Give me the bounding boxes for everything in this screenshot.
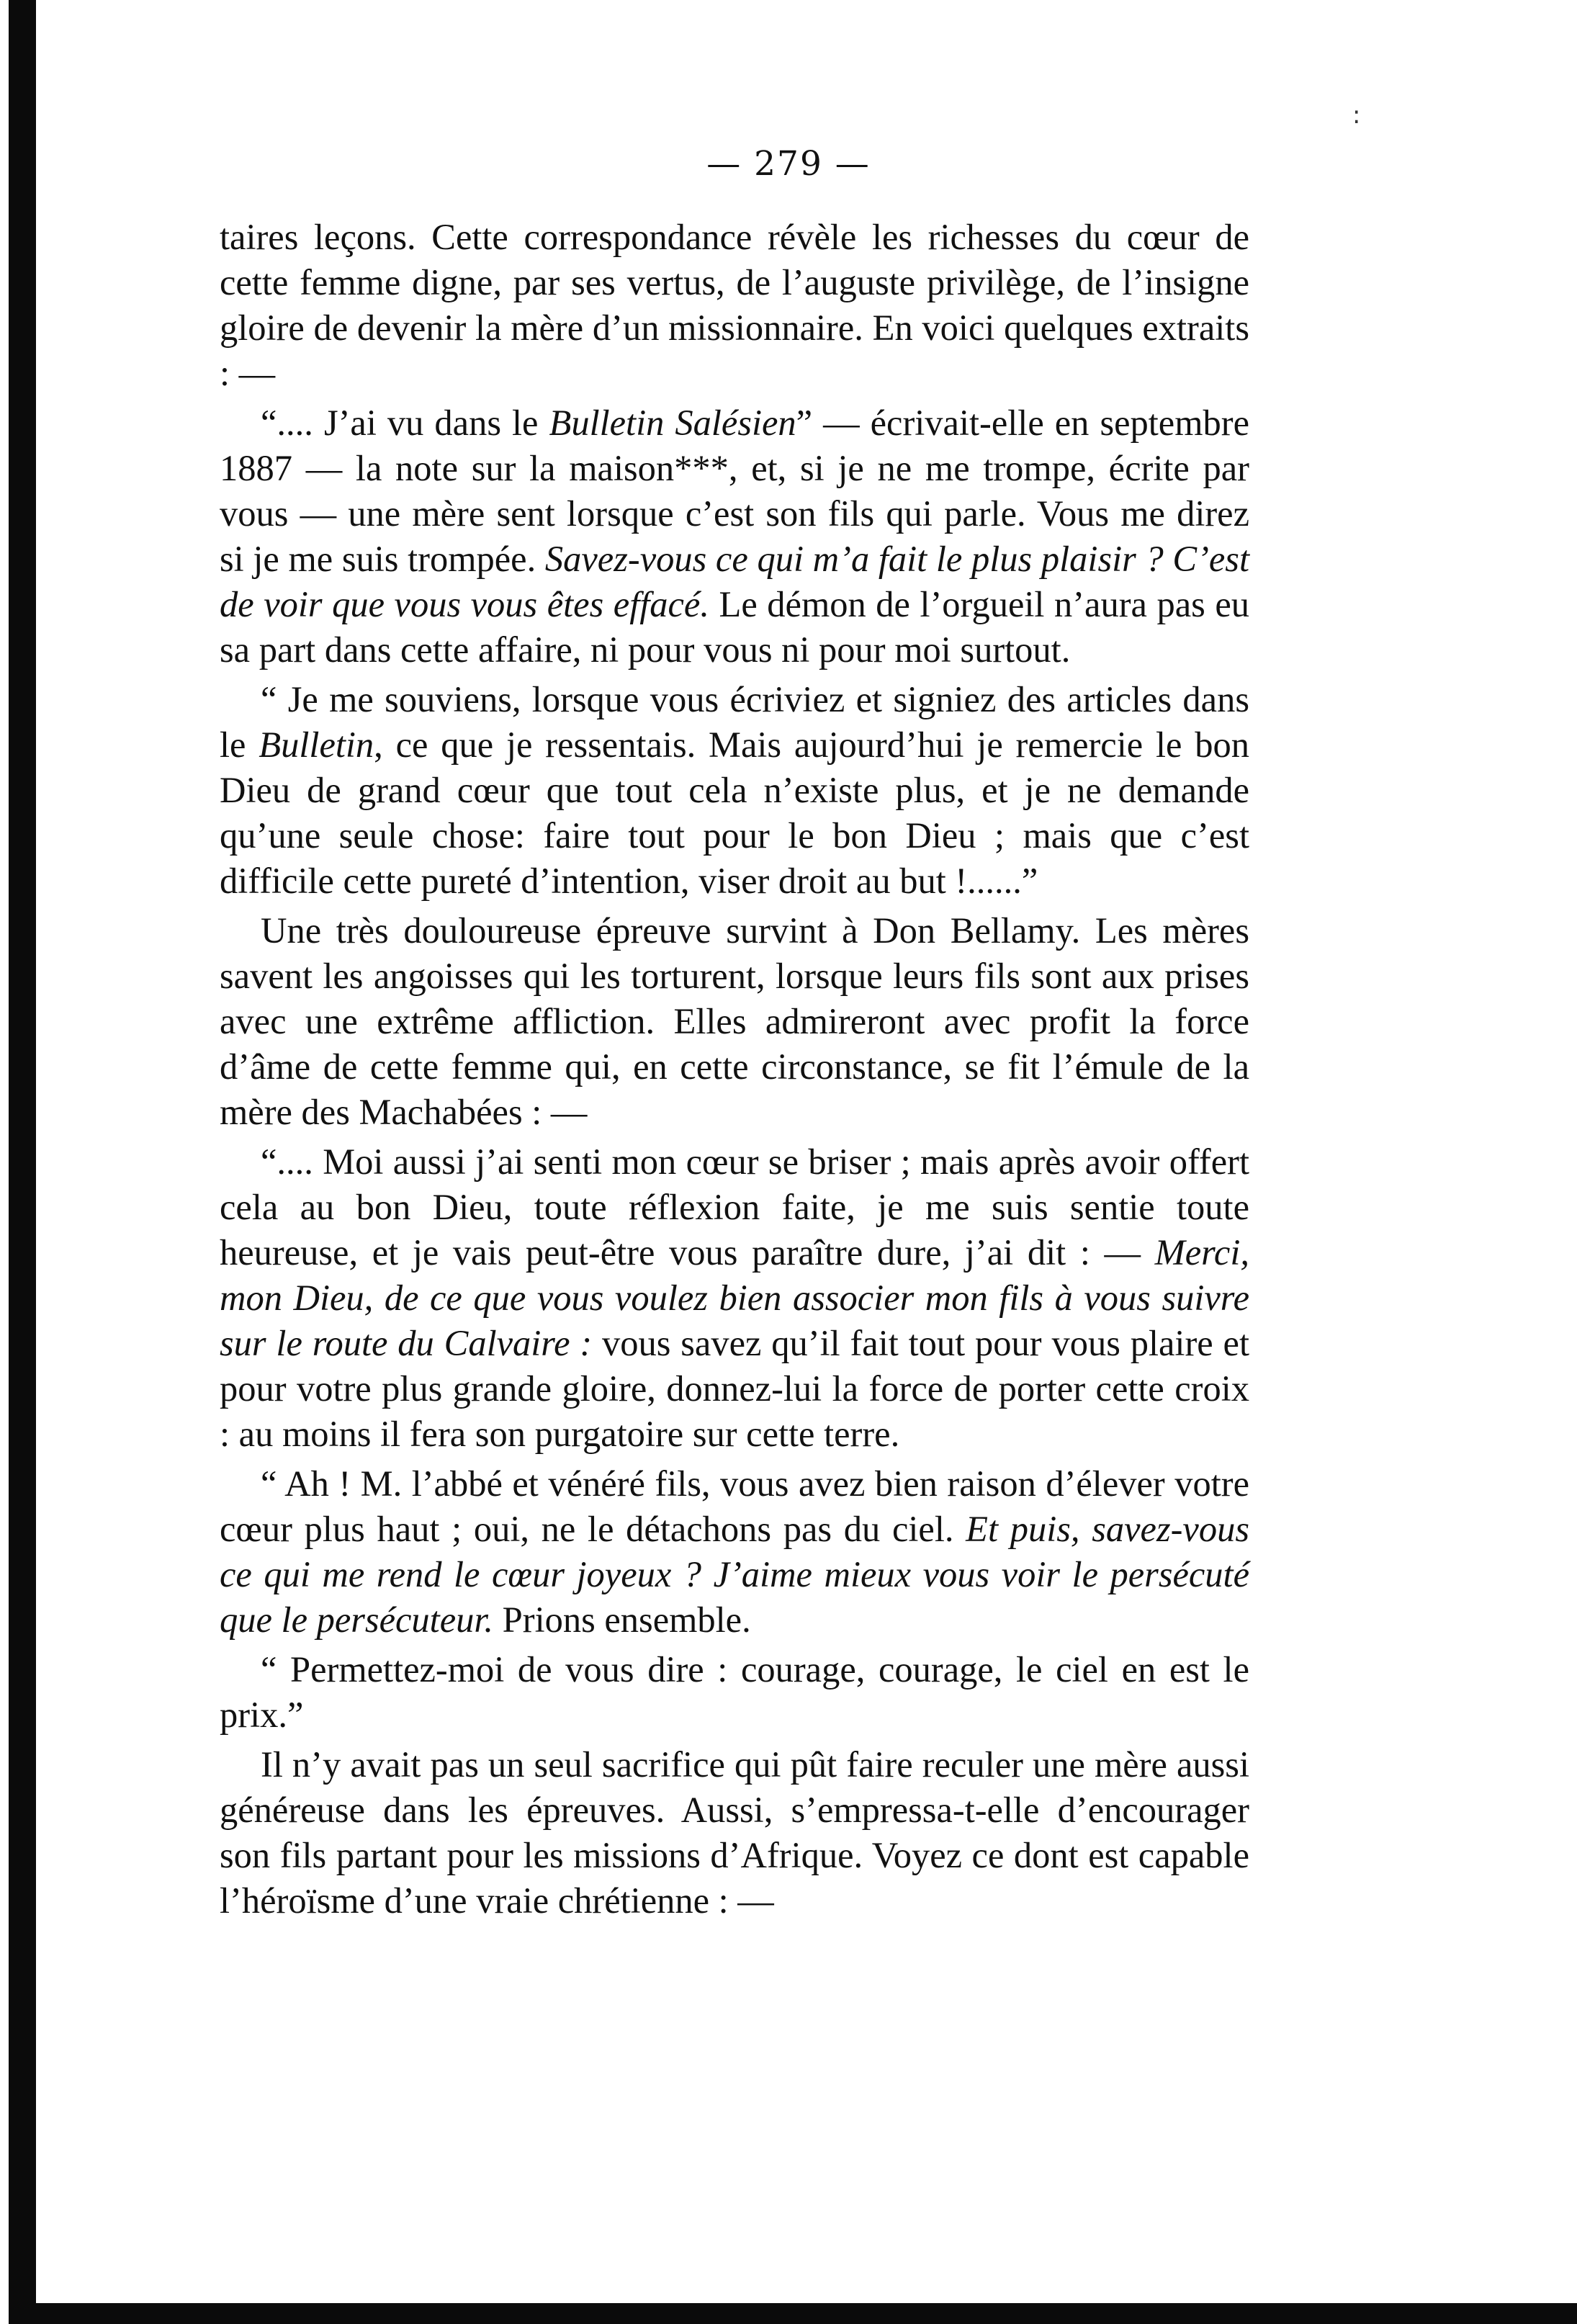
italic-text: Bulletin Salésien <box>549 403 796 443</box>
text-run: “ Permettez-moi de vous dire : courage, courage, le ciel en est le prix.” <box>220 1649 1249 1735</box>
scan-bottom-border <box>9 2303 1577 2324</box>
paragraph <box>220 677 1249 904</box>
paragraph <box>220 1461 1249 1643</box>
text-run: “ Ah ! M. l’abbé et vénéré fils, vous avez bien raison d’élever votre cœur plus haut ; oui, ne le détachons pas du ciel. <box>220 1463 1249 1549</box>
italic-text: Savez-vous ce qui m’a fait le plus plaisir ? C’est de voir que vous vous êtes effacé. <box>220 539 1249 624</box>
paragraph <box>220 1742 1249 1924</box>
italic-text: Merci, mon Dieu, de ce que vous voulez bien associer mon fils à vous suivre sur le route du Calvaire : <box>220 1232 1249 1363</box>
scan-speck: : <box>1352 101 1361 130</box>
text-run: “.... J’ai vu dans le <box>261 403 549 443</box>
text-run: Une très douloureuse épreuve survint à Don Bellamy. Les mères savent les angoisses qui les torturent, lorsque leurs fils sont aux prises avec une extrême affliction. Elles admireront avec profit la force d’âme de cette femme qui, en cette circonstance, se fit l’émule de la mère des Machabées : — <box>220 910 1249 1132</box>
scan-left-border <box>9 0 36 2324</box>
paragraph <box>220 1647 1249 1738</box>
text-run: Il n’y avait pas un seul sacrifice qui pût faire reculer une mère aussi généreuse dans les épreuves. Aussi, s’empressa-t-elle d’encourager son fils partant pour les missions d’Afrique. Voyez ce dont est capable l’héroïsme d’une vraie chrétienne : — <box>220 1744 1249 1921</box>
text-run: ” — écrivait-elle en septembre 1887 — la note sur la maison***, et, si je ne me trompe, écrite par vous — une mère sent lorsque c’est son fils qui parle. Vous me direz si je me suis trompée. <box>220 403 1249 579</box>
text-run: Le démon de l’orgueil n’aura pas eu sa part dans cette affaire, ni pour vous ni pour moi surtout. <box>220 584 1249 670</box>
italic-text: Bulletin <box>259 724 374 765</box>
paragraph <box>220 908 1249 1135</box>
paragraph <box>220 400 1249 673</box>
text-run: “.... Moi aussi j’ai senti mon cœur se briser ; mais après avoir offert cela au bon Dieu, toute réflexion faite, je me suis sentie toute heureuse, et je vais peut-être vous paraître dure, j’ai dit : — <box>220 1141 1249 1273</box>
text-run: “ Je me souviens, lorsque vous écriviez et signiez des articles dans le <box>220 679 1249 765</box>
paragraph <box>220 215 1249 396</box>
italic-text: Et puis, savez-vous ce qui me rend le cœur joyeux ? J’aime mieux vous voir le persécuté que le persécuteur. <box>220 1509 1249 1640</box>
text-run: vous savez qu’il fait tout pour vous plaire et pour votre plus grande gloire, donnez-lui la force de porter cette croix : au moins il fera son purgatoire sur cette terre. <box>220 1323 1249 1454</box>
text-run: , ce que je ressentais. Mais aujourd’hui je remercie le bon Dieu de grand cœur que tout cela n’existe plus, et je ne demande qu’une seule chose: faire tout pour le bon Dieu ; mais que c’est difficile cette pureté d’intention, viser droit au but !......” <box>220 724 1249 901</box>
text-run: Prions ensemble. <box>493 1600 751 1640</box>
text-run: taires leçons. Cette correspondance révèle les richesses du cœur de cette femme digne, par ses vertus, de l’auguste privilège, de l’insigne gloire de devenir la mère d’un missionnaire. En voici quelques extraits : — <box>220 217 1249 393</box>
page-text <box>220 215 1249 1924</box>
paragraph <box>220 1139 1249 1457</box>
page-number: — 279 — <box>706 144 871 184</box>
